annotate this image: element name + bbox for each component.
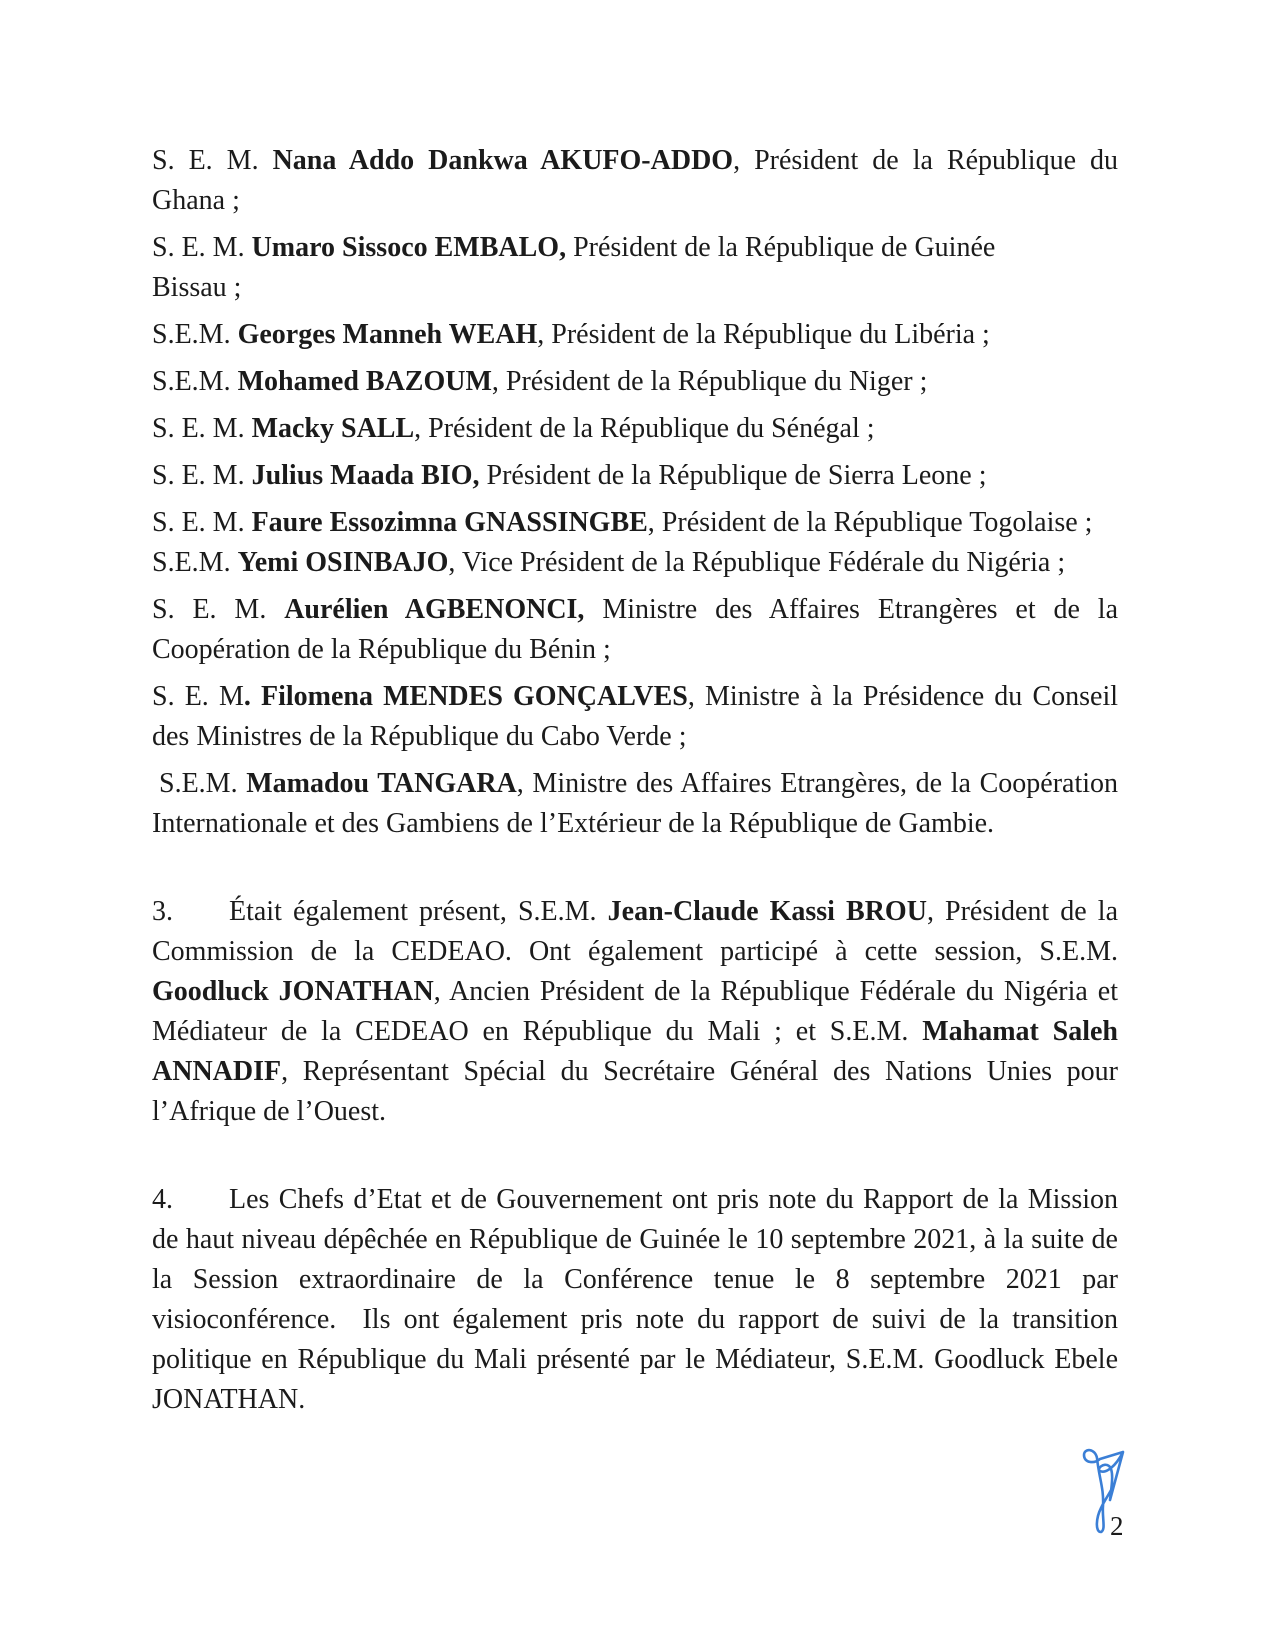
paragraph-number: 4.	[152, 1184, 173, 1215]
paragraph-text: S. E. M.	[152, 145, 273, 176]
paragraph-text: , Président de la République du Niger ;	[491, 366, 928, 397]
paragraph-text: Président de la République de Guinée	[566, 232, 996, 263]
signature-scribble-icon	[1078, 1444, 1134, 1536]
paragraph-text: , Ministre à la Présidence du Conseil des Ministres de la République du Cabo Verde ;	[152, 681, 1118, 752]
paragraph-text: , Président de la République du Sénégal ;	[414, 413, 875, 444]
item-agbenonci	[152, 590, 1118, 670]
paragraph-text: , Président de la République du Libéria ;	[537, 319, 990, 350]
paragraph-number: 3.	[152, 896, 173, 927]
person-name: . Filomena MENDES GONÇALVES	[243, 681, 688, 712]
paragraph-text: S.E.M.	[152, 547, 238, 578]
item-gnassingbe	[152, 503, 1118, 543]
paragraph-text: S.E.M.	[159, 768, 247, 799]
paragraph-text: S.E.M.	[152, 366, 238, 397]
item-tangara	[152, 764, 1118, 844]
paragraph-text: , Ministre des Affaires Etrangères, de la Coopération Internationale et des Gambiens de l’Extérieur de la République de Gambie.	[152, 768, 1118, 839]
person-name: Jean-Claude Kassi BROU	[607, 896, 927, 927]
paragraph-text: S. E. M.	[152, 507, 252, 538]
paragraph-text: Bissau ;	[152, 272, 242, 303]
paragraph-text: S. E. M.	[152, 413, 252, 444]
signature-area	[1078, 1444, 1138, 1544]
page-number: 2	[1110, 1511, 1124, 1541]
document-body	[152, 141, 1118, 1427]
person-name: Mohamed BAZOUM	[237, 366, 492, 397]
person-name: Macky SALL	[251, 413, 415, 444]
item-akufo-addo	[152, 141, 1118, 221]
person-name: Mamadou TANGARA	[246, 768, 517, 799]
paragraph-text: Était également présent, S.E.M.	[229, 896, 608, 927]
person-name: Faure Essozimna GNASSINGBE	[251, 507, 648, 538]
person-name: Umaro Sissoco EMBALO,	[251, 232, 567, 263]
para-3	[152, 892, 1118, 1132]
paragraph-text: S. E. M	[152, 681, 244, 712]
paragraph-text: Les Chefs d’Etat et de Gouvernement ont pris note du Rapport de la Mission de haut niveau dépêchée en République de Guinée le 10 septembre 2021, à la suite de la Session extraordinaire de la Conférence tenue le 8 septembre 2021 par visioconférence. Ils ont également pris note du rapport de suivi de la transition politique en République du Mali présenté par le Médiateur, S.E.M. Goodluck Ebele JONATHAN.	[152, 1184, 1118, 1415]
person-name: Yemi OSINBAJO	[237, 547, 449, 578]
paragraph-text: Président de la République de Sierra Leone ;	[479, 460, 987, 491]
paragraph-text: , Président de la République Togolaise ;	[647, 507, 1093, 538]
person-name: Mahamat Saleh ANNADIF	[152, 1016, 1119, 1087]
item-sall	[152, 409, 1118, 449]
person-name: Julius Maada BIO,	[251, 460, 480, 491]
paragraph-text: S.E.M.	[152, 319, 238, 350]
item-osinbajo	[152, 543, 1118, 583]
person-name: Goodluck JONATHAN	[152, 976, 434, 1007]
para-4	[152, 1180, 1118, 1420]
person-name: Georges Manneh WEAH	[237, 319, 538, 350]
paragraph-text: S. E. M.	[152, 460, 252, 491]
paragraph-text: S. E. M.	[152, 232, 252, 263]
paragraph-text: S. E. M.	[152, 594, 285, 625]
paragraph-text: , Ancien Président de la République Fédérale du Nigéria et Médiateur de la CEDEAO en République du Mali ; et S.E.M.	[152, 976, 1118, 1047]
item-bazoum	[152, 362, 1118, 402]
item-bio	[152, 456, 1118, 496]
paragraph-text: , Vice Président de la République Fédérale du Nigéria ;	[448, 547, 1066, 578]
item-embalo	[152, 228, 1118, 308]
person-name: Aurélien AGBENONCI,	[284, 594, 585, 625]
item-weah	[152, 315, 1118, 355]
paragraph-text: , Représentant Spécial du Secrétaire Général des Nations Unies pour l’Afrique de l’Ouest.	[152, 1056, 1118, 1127]
person-name: Nana Addo Dankwa AKUFO-ADDO	[272, 145, 734, 176]
item-goncalves	[152, 677, 1118, 757]
paragraph-text: , Président de la Commission de la CEDEAO. Ont également participé à cette session, S.E.M.	[152, 896, 1118, 967]
paragraph-text: , Président de la République du Ghana ;	[152, 145, 1118, 216]
paragraph-text: Ministre des Affaires Etrangères et de la Coopération de la République du Bénin ;	[152, 594, 1118, 665]
